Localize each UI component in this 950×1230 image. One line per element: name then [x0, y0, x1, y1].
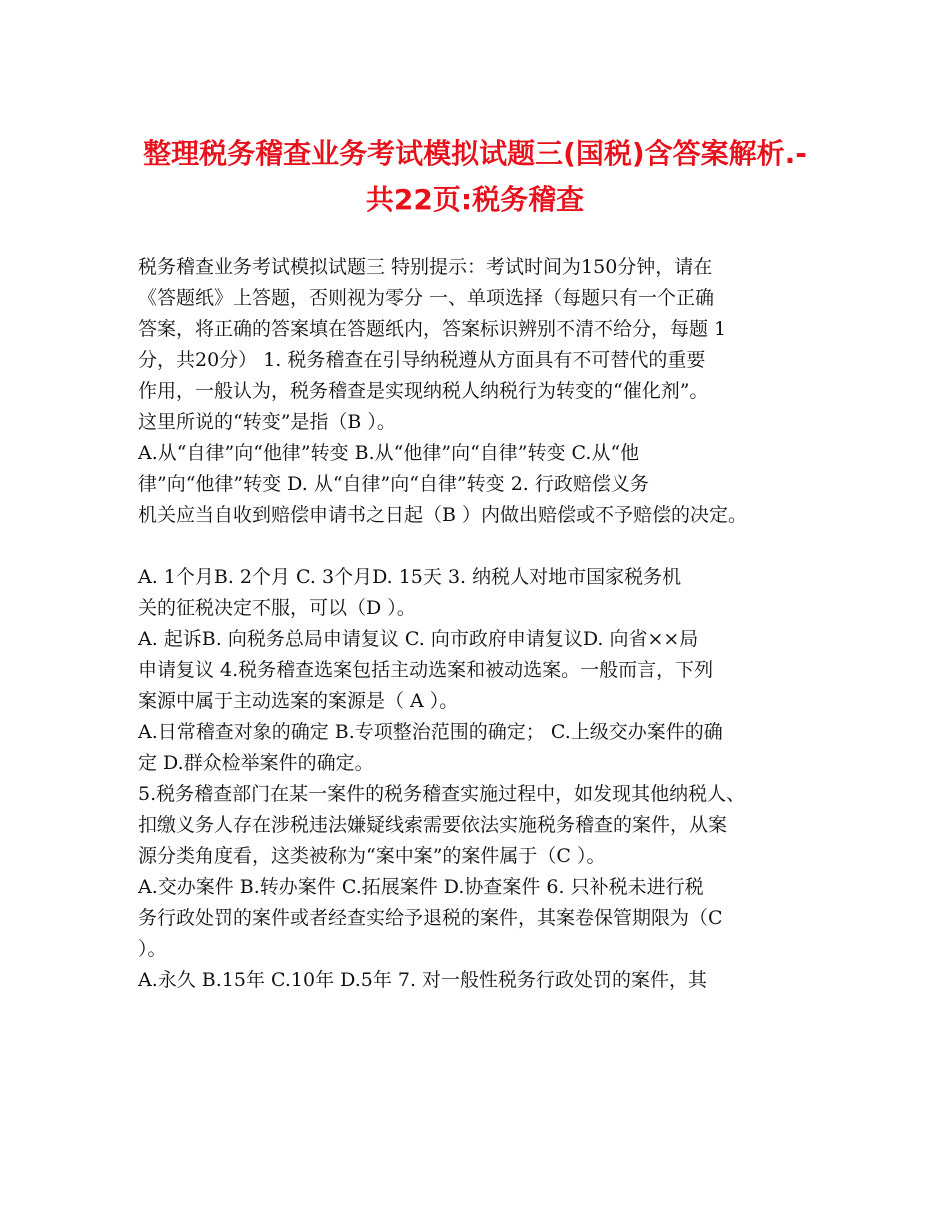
body-line: ）。	[138, 938, 167, 960]
body-line: 定 D.群众检举案件的确定。	[138, 752, 374, 774]
body-line: 律”向“他律”转变 D. 从“自律”向“自律”转变 2. 行政赔偿义务	[138, 473, 649, 495]
body-line: 作用，一般认为，税务稽查是实现纳税人纳税行为转变的“催化剂”。	[138, 380, 709, 402]
body-line: 案源中属于主动选案的案源是（ A ）。	[138, 690, 459, 712]
body-line: A. 1个月B. 2个月 C. 3个月D. 15天 3. 纳税人对地市国家税务机	[138, 566, 682, 588]
body-line: 答案，将正确的答案填在答题纸内，答案标识辨别不清不给分，每题 1	[138, 318, 727, 340]
body-line: 机关应当自收到赔偿申请书之日起（B ）内做出赔偿或不予赔偿的决定。	[138, 504, 748, 526]
body-line: A.从“自律”向“他律”转变 B.从“他律”向“自律”转变 C.从“他	[138, 442, 640, 464]
document-body	[138, 252, 818, 996]
body-line: A.日常稽查对象的确定 B.专项整治范围的确定； C.上级交办案件的确	[138, 721, 723, 743]
body-line: 务行政处罚的案件或者经查实给予退税的案件，其案卷保管期限为（C	[138, 907, 723, 929]
body-line: 税务稽查业务考试模拟试题三 特别提示：考试时间为150分钟，请在	[138, 256, 713, 278]
body-line: 《答题纸》上答题，否则视为零分 一、单项选择（每题只有一个正确	[138, 287, 715, 309]
document-title-line-1: 整理税务稽查业务考试模拟试题三(国税)含答案解析.-	[143, 137, 807, 170]
body-line: A.永久 B.15年 C.10年 D.5年 7. 对一般性税务行政处罚的案件，其	[138, 969, 708, 991]
body-line: A. 起诉B. 向税务总局申请复议 C. 向市政府申请复议D. 向省××局	[138, 628, 699, 650]
body-line: 关的征税决定不服，可以（D ）。	[138, 597, 416, 619]
body-line: 5.税务稽查部门在某一案件的税务稽查实施过程中，如发现其他纳税人、	[138, 783, 746, 805]
body-line: 这里所说的“转变”是指（B ）。	[138, 411, 396, 433]
document-title-line-2: 共22页:税务稽查	[365, 183, 585, 216]
body-line: 扣缴义务人存在涉税违法嫌疑线索需要依法实施税务稽查的案件，从案	[138, 814, 728, 836]
body-line: 申请复议 4.税务稽查选案包括主动选案和被动选案。一般而言，下列	[138, 659, 714, 681]
body-line: 源分类角度看，这类被称为“案中案”的案件属于（C ）。	[138, 845, 606, 867]
body-line: 分，共20分） 1. 税务稽查在引导纳税遵从方面具有不可替代的重要	[138, 349, 706, 371]
body-line: A.交办案件 B.转办案件 C.拓展案件 D.协查案件 6. 只补税未进行税	[138, 876, 704, 898]
